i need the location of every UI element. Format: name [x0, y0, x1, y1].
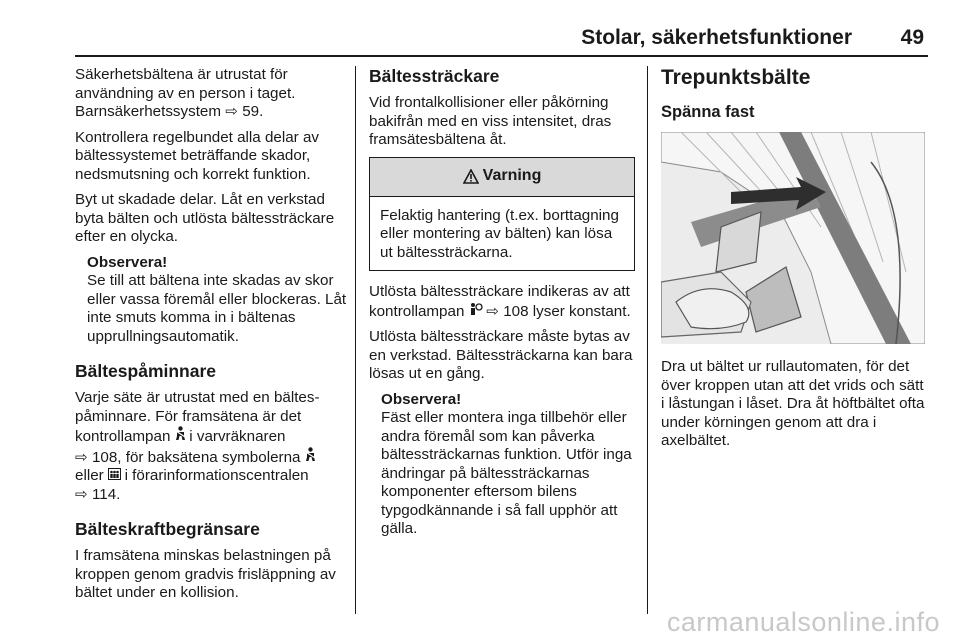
paragraph: Dra ut bältet ur rullautomaten, för det över kroppen utan att det vrids och sätt i låstungan i låset. Dra åt höftbältet ofta under körningen genom att dra i axelbältet. — [661, 358, 925, 449]
watermark: carmanualsonline.info — [666, 607, 940, 637]
paragraph: Kontrollera regelbundet alla delar av bältessystemet beträffande skador, nedsmutsning och korrekt funktion. — [75, 128, 320, 183]
section-heading: Bältespåminnare — [75, 361, 217, 381]
paragraph: Vid frontalkollisioner eller påkörning bakifrån med en viss intensitet, dras framsätesbältena åt. — [369, 94, 612, 148]
note-box — [87, 254, 347, 347]
cross-reference[interactable]: ⇨ 108, för baksätena symbolerna — [75, 448, 301, 466]
column-middle — [369, 66, 635, 546]
cross-reference[interactable]: ⇨ 114. — [75, 485, 121, 503]
cross-reference[interactable]: Barnsäkerhetssystem ⇨ 59. — [75, 103, 264, 120]
note-text: Fäst eller montera inga tillbehör eller andra föremål som kan påverka bältessträckarnas funktion. Utför inga ändringar på bältessträckarnas komponenter eftersom bilens typgodkännande i så fall upphör att gälla. — [381, 409, 632, 537]
seatbelt-icon — [305, 450, 316, 465]
section-heading: Trepunktsbälte — [661, 66, 811, 89]
warning-title: Varning — [482, 167, 542, 185]
paragraph: I framsätena minskas belastningen på kroppen genom gradvis frisläppning av bältet under en kollision. — [75, 547, 336, 601]
column-divider — [355, 66, 356, 614]
section-heading: Bälteskraftbegränsare — [75, 519, 260, 539]
cross-reference[interactable]: ⇨ 108 lyser konstant. — [486, 302, 631, 320]
paragraph — [369, 283, 635, 321]
note-text: Se till att bältena inte skadas av skor eller vassa föremål eller blockeras. Låt inte smuts komma in i bältenas upprullningsautomatik. — [87, 272, 347, 345]
warning-text: Felaktig hantering (t.ex. borttagning eller montering av bälten) kan lösa ut bältessträckarna. — [380, 206, 619, 261]
note-title: Observera! — [87, 253, 168, 271]
seatbelt-illustration — [661, 132, 925, 344]
header-rule — [75, 55, 928, 57]
subsection-heading: Spänna fast — [661, 103, 755, 121]
paragraph-text: Säkerhetsbältena är utrustat för användning av en person i taget. — [75, 66, 296, 102]
warning-box — [369, 157, 635, 272]
paragraph-text: Utlösta bältessträckare indikeras av att kontrollampan — [369, 283, 630, 320]
page-number: 49 — [900, 26, 924, 49]
belt-tensioner-icon — [469, 304, 487, 319]
rear-seat-status-icon — [108, 468, 125, 483]
column-left — [75, 66, 347, 610]
column-right — [661, 66, 931, 458]
note-box — [381, 391, 635, 539]
paragraph-text: i varvräknaren — [189, 428, 286, 445]
paragraph: Utlösta bältessträckare måste bytas av en verkstad. Bältessträckarna kan bara lösas ut en gång. — [369, 328, 633, 382]
warning-triangle-icon — [463, 169, 479, 184]
paragraph-text: Varje säte är utrustat med en bältespåminnare. För framsätena är det kontrollampan — [75, 389, 320, 445]
paragraph — [75, 389, 347, 504]
section-heading: Bältessträckare — [369, 66, 500, 86]
column-divider — [647, 66, 648, 614]
header-title: Stolar, säkerhetsfunktioner — [581, 26, 852, 49]
paragraph: Byt ut skadade delar. Låt en verkstad byta bälten och utlösta bältessträckare efter en olycka. — [75, 191, 335, 245]
paragraph-text: i förarinformationscentralen — [124, 467, 309, 484]
page-header — [0, 0, 960, 60]
seatbelt-icon — [175, 429, 190, 444]
note-title: Observera! — [381, 390, 462, 408]
paragraph-text: eller — [75, 467, 104, 484]
warning-header — [370, 158, 634, 197]
paragraph — [75, 66, 347, 122]
